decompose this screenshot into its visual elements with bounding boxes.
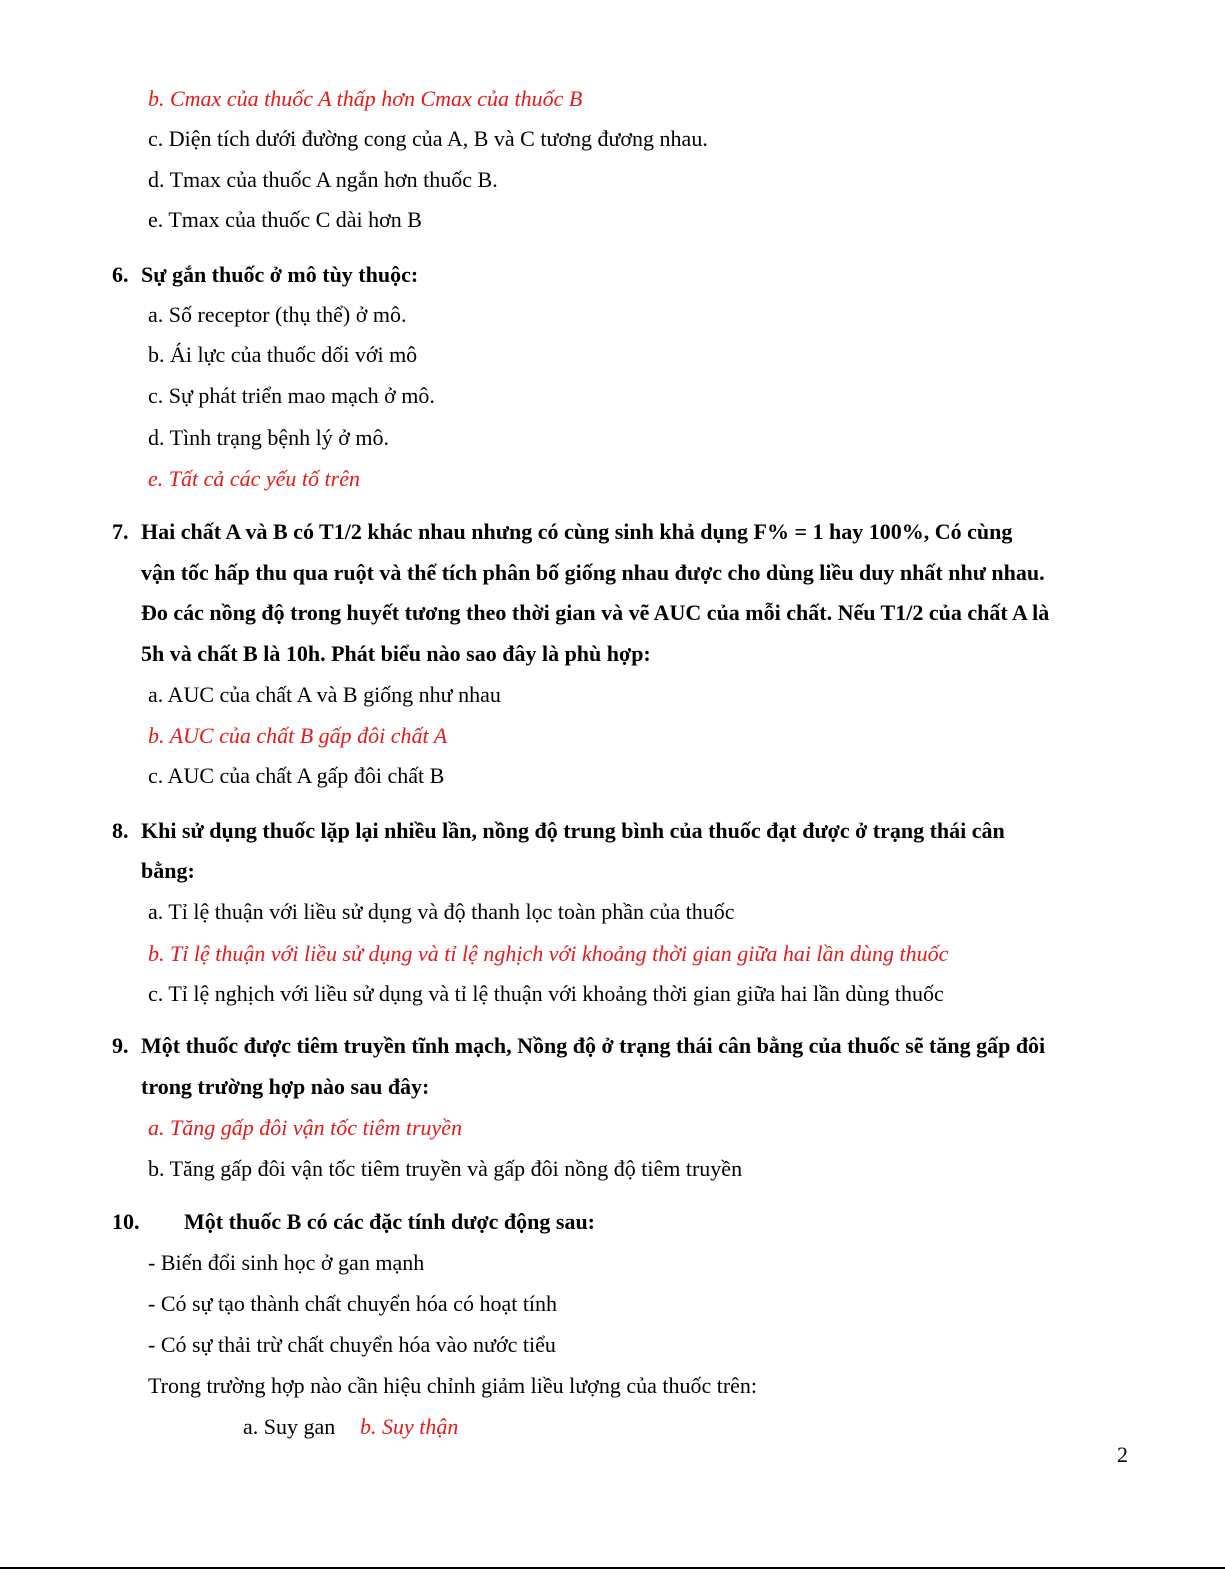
q10-property-2: - Có sự tạo thành chất chuyển hóa có hoạt tính [148, 1291, 558, 1316]
q6-option-c: c. Sự phát triển mao mạch ở mô. [148, 383, 435, 408]
q6-option-d: d. Tình trạng bệnh lý ở mô. [148, 425, 389, 450]
q10-property-1: - Biến đổi sinh học ở gan mạnh [148, 1250, 425, 1275]
q8-option-a: a. Tỉ lệ thuận với liều sử dụng và độ thanh lọc toàn phần của thuốc [148, 899, 735, 924]
q7-question-line-3: Đo các nồng độ trong huyết tương theo thời gian và vẽ AUC của mỗi chất. Nếu T1/2 của chất A là [141, 600, 1050, 625]
q6-option-b: b. Ái lực của thuốc dối với mô [148, 342, 418, 367]
page-number: 2 [1117, 1442, 1128, 1467]
q6-question: Sự gắn thuốc ở mô tùy thuộc: [141, 262, 419, 287]
q10-option-a: a. Suy gan [243, 1414, 336, 1439]
q10-question: Một thuốc B có các đặc tính dược động sau: [184, 1209, 596, 1234]
q8-option-b: b. Tỉ lệ thuận với liều sử dụng và tỉ lệ nghịch với khoảng thời gian giữa hai lần dùng thuốc [148, 941, 949, 966]
q8-question-line-2: bằng: [141, 858, 195, 883]
q9-number: 9. [112, 1033, 129, 1058]
q7-number: 7. [112, 519, 129, 544]
q10-property-3: - Có sự thải trừ chất chuyển hóa vào nước tiểu [148, 1332, 556, 1357]
q7-question-line-1: Hai chất A và B có T1/2 khác nhau nhưng có cùng sinh khả dụng F% = 1 hay 100%, Có cùng [141, 519, 1013, 544]
page-bottom-divider [0, 1567, 1225, 1569]
q6-option-e: e. Tất cả các yếu tố trên [148, 466, 360, 491]
q5-option-c: c. Diện tích dưới đường cong của A, B và C tương đương nhau. [148, 126, 708, 151]
q6-option-a: a. Số receptor (thụ thể) ở mô. [148, 302, 407, 327]
q9-option-a: a. Tăng gấp đôi vận tốc tiêm truyền [148, 1115, 463, 1140]
q7-option-b: b. AUC của chất B gấp đôi chất A [148, 723, 448, 748]
q7-question-line-4: 5h và chất B là 10h. Phát biểu nào sao đây là phù hợp: [141, 641, 651, 666]
q8-question-line-1: Khi sử dụng thuốc lặp lại nhiều lần, nồng độ trung bình của thuốc đạt được ở trạng thái cân [141, 818, 1005, 843]
q8-option-c: c. Tỉ lệ nghịch với liều sử dụng và tỉ lệ thuận với khoảng thời gian giữa hai lần dùng thuốc [148, 981, 944, 1006]
q9-question-line-1: Một thuốc được tiêm truyền tĩnh mạch, Nồng độ ở trạng thái cân bằng của thuốc sẽ tăng gấp đôi [141, 1033, 1046, 1058]
q10-prompt: Trong trường hợp nào cần hiệu chỉnh giảm liều lượng của thuốc trên: [148, 1373, 758, 1398]
q7-option-a: a. AUC của chất A và B giống như nhau [148, 682, 501, 707]
q5-option-e: e. Tmax của thuốc C dài hơn B [148, 207, 422, 232]
q10-number: 10. [112, 1209, 140, 1234]
q9-question-line-2: trong trường hợp nào sau đây: [141, 1074, 430, 1099]
q5-option-d: d. Tmax của thuốc A ngắn hơn thuốc B. [148, 167, 498, 192]
q9-option-b: b. Tăng gấp đôi vận tốc tiêm truyền và gấp đôi nồng độ tiêm truyền [148, 1156, 743, 1181]
q8-number: 8. [112, 818, 129, 843]
q6-number: 6. [112, 262, 129, 287]
q7-question-line-2: vận tốc hấp thu qua ruột và thể tích phân bố giống nhau được cho dùng liều duy nhất như nhau. [141, 560, 1045, 585]
q7-option-c: c. AUC của chất A gấp đôi chất B [148, 763, 445, 788]
q10-option-b: b. Suy thận [360, 1414, 459, 1439]
q5-option-b: b. Cmax của thuốc A thấp hơn Cmax của thuốc B [148, 86, 583, 111]
